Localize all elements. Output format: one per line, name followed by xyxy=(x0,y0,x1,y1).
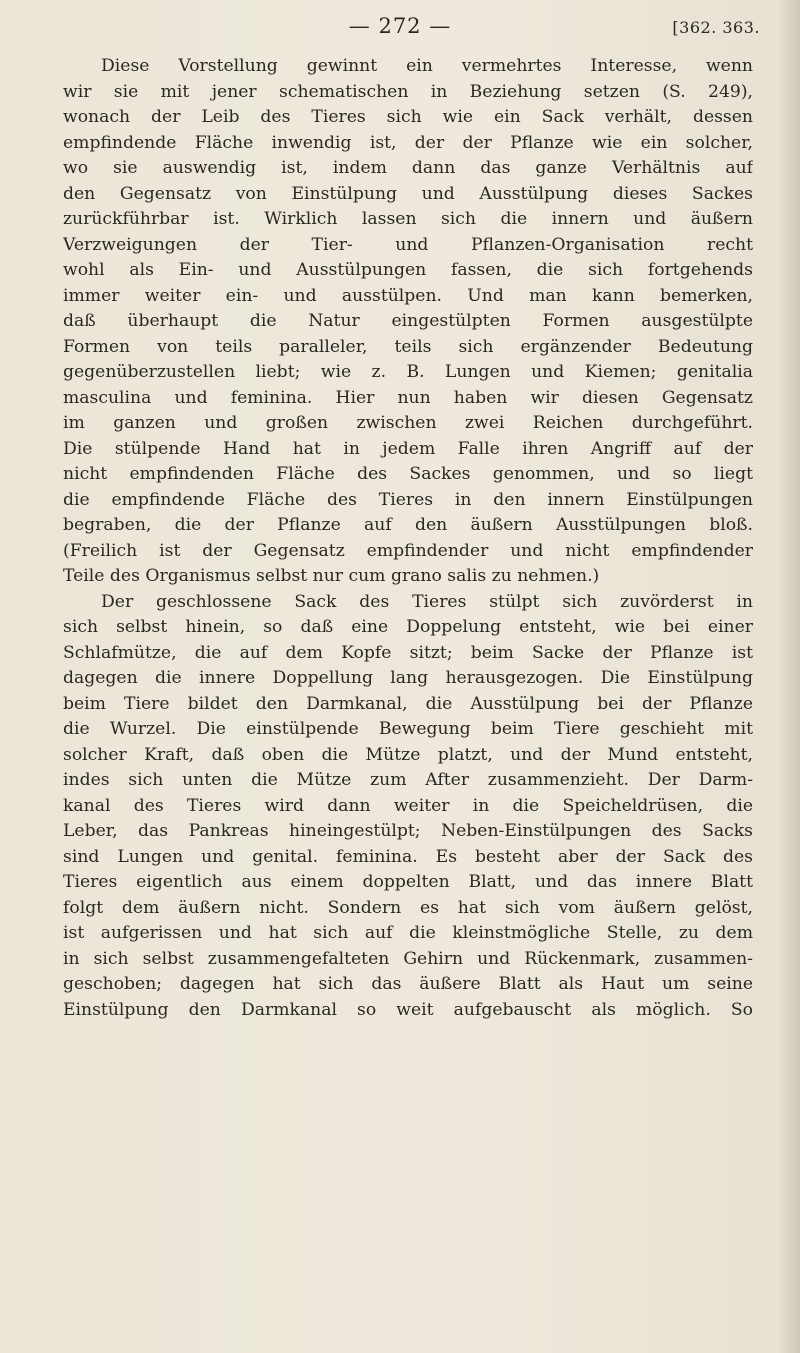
text-line: immer weiter ein- und ausstülpen. Und man kann bemerken, xyxy=(63,285,753,306)
text-line: die empfindende Fläche des Tieres in den innern Einstülpungen xyxy=(63,489,753,510)
text-line: empfindende Fläche inwendig ist, der der Pflanze wie ein solcher, xyxy=(63,132,753,153)
text-line: Teile des Organismus selbst nur cum grano salis zu nehmen.) xyxy=(63,566,600,586)
text-line: sich selbst hinein, so daß eine Doppelung entsteht, wie bei einer xyxy=(63,617,753,637)
text-line: zurückführbar ist. Wirklich lassen sich die innern und äußern xyxy=(63,209,753,229)
text-line: Einstülpung den Darmkanal so weit aufgebauscht als möglich. So xyxy=(63,999,753,1020)
text-line: Schlafmütze, die auf dem Kopfe sitzt; beim Sacke der Pflanze ist xyxy=(63,642,753,663)
page-number: — 272 — xyxy=(348,14,452,38)
text-line: sind Lungen und genital. feminina. Es besteht aber der Sack des xyxy=(63,846,753,867)
text-line: Die stülpende Hand hat in jedem Falle ihren Angriff auf der xyxy=(63,438,753,459)
text-line: in sich selbst zusammengefalteten Gehirn und Rückenmark, zusammen- xyxy=(63,948,753,969)
text-line: wir sie mit jener schematischen in Beziehung setzen (S. 249), xyxy=(63,81,753,102)
text-line: nicht empfindenden Fläche des Sackes genommen, und so liegt xyxy=(63,464,753,484)
page-edge-shadow xyxy=(778,0,800,1353)
text-line: den Gegensatz von Einstülpung und Ausstülpung dieses Sackes xyxy=(63,183,753,204)
text-line: gegenüberzustellen liebt; wie z. B. Lungen und Kiemen; genitalia xyxy=(63,362,753,382)
text-line: beim Tiere bildet den Darmkanal, die Ausstülpung bei der Pflanze xyxy=(63,693,753,714)
text-line: dagegen die innere Doppellung lang herausgezogen. Die Einstülpung xyxy=(63,668,753,688)
text-line: geschoben; dagegen hat sich das äußere Blatt als Haut um seine xyxy=(63,974,753,994)
text-line: Leber, das Pankreas hineingestülpt; Neben-Einstülpungen des Sacks xyxy=(63,821,753,841)
body-text xyxy=(63,54,753,1023)
text-line: im ganzen und großen zwischen zwei Reichen durchgeführt. xyxy=(63,413,753,433)
text-line: solcher Kraft, daß oben die Mütze platzt, und der Mund entsteht, xyxy=(63,744,753,765)
section-marker: [362. 363. xyxy=(672,18,760,37)
text-line: wo sie auswendig ist, indem dann das ganze Verhältnis auf xyxy=(63,158,753,178)
text-line: Der geschlossene Sack des Tieres stülpt sich zuvörderst in xyxy=(101,591,753,612)
text-line: (Freilich ist der Gegensatz empfindender und nicht empfindender xyxy=(63,540,753,561)
text-line: indes sich unten die Mütze zum After zusammenzieht. Der Darm- xyxy=(63,770,753,790)
text-line: Diese Vorstellung gewinnt ein vermehrtes Interesse, wenn xyxy=(101,56,753,76)
text-line: die Wurzel. Die einstülpende Bewegung beim Tiere geschieht mit xyxy=(63,719,753,739)
text-line: Tieres eigentlich aus einem doppelten Blatt, und das innere Blatt xyxy=(63,872,753,892)
page-header xyxy=(0,14,800,44)
text-line: kanal des Tieres wird dann weiter in die Speicheldrüsen, die xyxy=(63,795,753,816)
text-line: folgt dem äußern nicht. Sondern es hat sich vom äußern gelöst, xyxy=(63,897,753,918)
text-line: Formen von teils paralleler, teils sich ergänzender Bedeutung xyxy=(63,336,753,357)
text-line: Verzweigungen der Tier- und Pflanzen-Organisation recht xyxy=(63,234,753,255)
text-line: daß überhaupt die Natur eingestülpten Formen ausgestülpte xyxy=(63,311,753,331)
text-line: wohl als Ein- und Ausstülpungen fassen, die sich fortgehends xyxy=(63,260,753,280)
text-line: begraben, die der Pflanze auf den äußern Ausstülpungen bloß. xyxy=(63,515,753,535)
text-line: ist aufgerissen und hat sich auf die kleinstmögliche Stelle, zu dem xyxy=(63,923,753,943)
text-line: wonach der Leib des Tieres sich wie ein Sack verhält, dessen xyxy=(63,107,753,127)
text-line: masculina und feminina. Hier nun haben wir diesen Gegensatz xyxy=(63,387,753,408)
